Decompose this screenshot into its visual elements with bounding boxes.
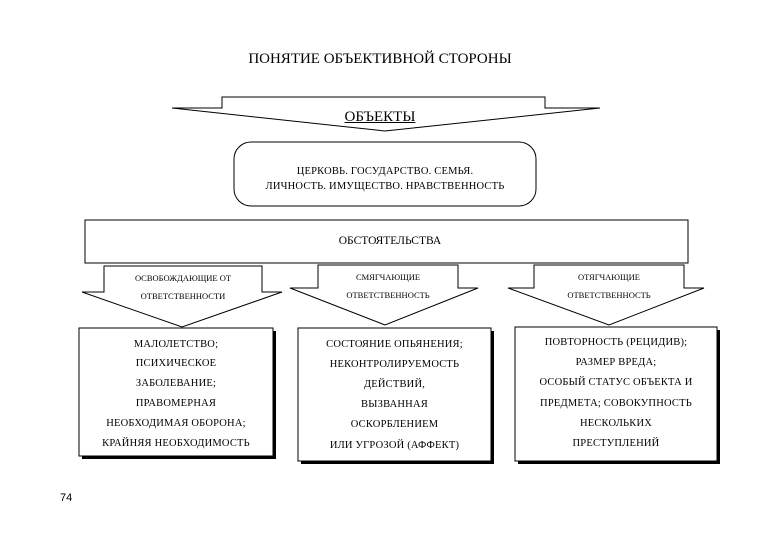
page-number: 74 — [60, 492, 73, 504]
aggravating-item: ПРЕСТУПЛЕНИЙ — [572, 438, 660, 449]
mitigating-item: ДЕЙСТВИЙ, — [363, 379, 426, 390]
releasing-item: ЗАБОЛЕВАНИЕ; — [135, 378, 217, 389]
objects-line-1: ЦЕРКОВЬ. ГОСУДАРСТВО. СЕМЬЯ. — [296, 166, 474, 177]
mitigating-item: ОСКОРБЛЕНИЕМ — [350, 419, 439, 430]
aggravating-item: ОСОБЫЙ СТАТУС ОБЪЕКТА И — [539, 377, 693, 388]
mitigating-item: ВЫЗВАННАЯ — [361, 399, 428, 410]
aggravating-item: РАЗМЕР ВРЕДА; — [575, 357, 657, 368]
aggravating-item: ПОВТОРНОСТЬ (РЕЦИДИВ); — [544, 337, 688, 348]
objects-label: ОБЪЕКТЫ — [344, 109, 416, 125]
page-title: ПОНЯТИЕ ОБЪЕКТИВНОЙ СТОРОНЫ — [248, 51, 512, 67]
arrow-mitigating-line-1: СМЯГЧАЮЩИЕ — [355, 272, 421, 282]
releasing-item: МАЛОЛЕТСТВО; — [133, 339, 219, 350]
arrow-releasing-line-1: ОСВОБОЖДАЮЩИЕ ОТ — [134, 273, 232, 283]
objects-line-2: ЛИЧНОСТЬ. ИМУЩЕСТВО. НРАВСТВЕННОСТЬ — [265, 181, 505, 192]
circumstances-label: ОБСТОЯТЕЛЬСТВА — [338, 235, 442, 247]
releasing-item: КРАЙНЯЯ НЕОБХОДИМОСТЬ — [102, 438, 250, 449]
mitigating-item: ИЛИ УГРОЗОЙ (АФФЕКТ) — [329, 440, 460, 451]
releasing-item: ПСИХИЧЕСКОЕ — [135, 358, 217, 369]
mitigating-item: СОСТОЯНИЕ ОПЬЯНЕНИЯ; — [326, 339, 463, 350]
mitigating-item: НЕКОНТРОЛИРУЕМОСТЬ — [329, 359, 460, 370]
aggravating-item: ПРЕДМЕТА; СОВОКУПНОСТЬ — [540, 398, 692, 409]
releasing-item: НЕОБХОДИМАЯ ОБОРОНА; — [106, 418, 246, 429]
arrow-aggravating-line-1: ОТЯГЧАЮЩИЕ — [578, 272, 640, 282]
arrow-releasing-line-2: ОТВЕТСТВЕННОСТИ — [140, 291, 226, 301]
arrow-aggravating-line-2: ОТВЕТСТВЕННОСТЬ — [567, 290, 651, 300]
aggravating-item: НЕСКОЛЬКИХ — [579, 418, 653, 429]
releasing-item: ПРАВОМЕРНАЯ — [135, 398, 217, 409]
arrow-mitigating-line-2: ОТВЕТСТВЕННОСТЬ — [346, 290, 430, 300]
